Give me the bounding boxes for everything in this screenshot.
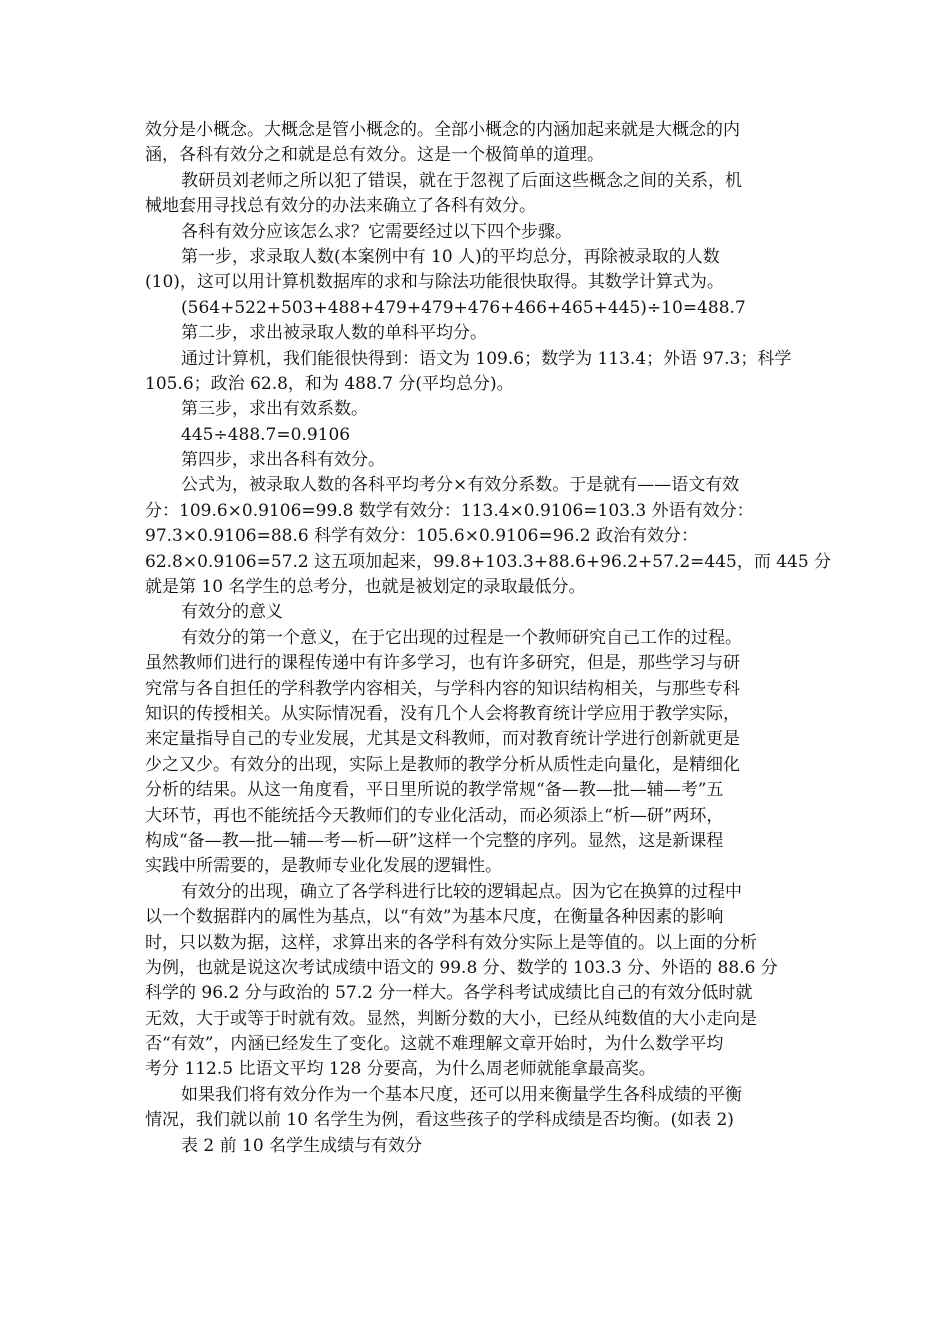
- document-body: [145, 118, 832, 1159]
- text-line: 否“有效”，内涵已经发生了变化。这就不难理解文章开始时，为什么数学平均: [145, 1034, 724, 1055]
- text-line: 虽然教师们进行的课程传递中有许多学习，也有许多研究，但是，那些学习与研: [145, 653, 740, 674]
- text-line: 涵，各科有效分之和就是总有效分。这是一个极简单的道理。: [145, 145, 604, 166]
- text-line: 大环节，再也不能统括今天教师们的专业化活动，而必须添上“析—研”两环，: [145, 805, 724, 826]
- text-line: 情况，我们就以前 10 名学生为例，看这些孩子的学科成绩是否均衡。(如表 2): [145, 1110, 734, 1131]
- section-heading: 有效分的意义: [181, 602, 283, 623]
- text-line: 就是第 10 名学生的总考分，也就是被划定的录取最低分。: [145, 577, 586, 598]
- text-line: 105.6；政治 62.8，和为 488.7 分(平均总分)。: [145, 373, 514, 394]
- table-caption: 表 2 前 10 名学生成绩与有效分: [181, 1135, 423, 1156]
- text-line: 第四步，求出各科有效分。: [181, 450, 385, 471]
- text-line: 第二步，求出被录取人数的单科平均分。: [181, 323, 487, 344]
- text-line: 科学的 96.2 分与政治的 57.2 分一样大。各学科考试成绩比自己的有效分低时就: [145, 983, 753, 1004]
- formula-line: 445÷488.7=0.9106: [181, 424, 351, 445]
- text-line: 各科有效分应该怎么求？它需要经过以下四个步骤。: [181, 221, 572, 242]
- text-line: 62.8×0.9106=57.2 这五项加起来，99.8+103.3+88.6+96.2+57.2=445，而 445 分: [145, 551, 832, 572]
- text-line: 知识的传授相关。从实际情况看，没有几个人会将教育统计学应用于教学实际，: [145, 703, 740, 724]
- text-line: 械地套用寻找总有效分的办法来确立了各科有效分。: [145, 196, 536, 217]
- formula-line: (564+522+503+488+479+479+476+466+465+445)÷10=488.7: [181, 297, 746, 318]
- text-line: (10)，这可以用计算机数据库的求和与除法功能很快取得。其数学计算式为。: [145, 272, 724, 293]
- text-line: 如果我们将有效分作为一个基本尺度，还可以用来衡量学生各科成绩的平衡: [181, 1084, 742, 1105]
- text-line: 第三步，求出有效系数。: [181, 399, 368, 420]
- text-line: 究常与各自担任的学科教学内容相关，与学科内容的知识结构相关，与那些专科: [145, 678, 740, 699]
- text-line: 构成“备—教—批—辅—考—析—研”这样一个完整的序列。显然，这是新课程: [145, 830, 724, 851]
- text-line: 有效分的出现，确立了各学科进行比较的逻辑起点。因为它在换算的过程中: [181, 881, 742, 902]
- text-line: 效分是小概念。大概念是管小概念的。全部小概念的内涵加起来就是大概念的内: [145, 120, 740, 140]
- text-line: 来定量指导自己的专业发展，尤其是文科教师，而对教育统计学进行创新就更是: [145, 729, 740, 750]
- text-line: 分析的结果。从这一角度看，平日里所说的教学常规“备—教—批—辅—考”五: [145, 780, 724, 801]
- text-line: 公式为，被录取人数的各科平均考分×有效分系数。于是就有——语文有效: [181, 475, 740, 496]
- text-line: 97.3×0.9106=88.6 科学有效分：105.6×0.9106=96.2 政治有效分：: [145, 526, 698, 547]
- text-line: 少之又少。有效分的出现，实际上是教师的教学分析从质性走向量化，是精细化: [145, 754, 740, 775]
- text-line: 无效，大于或等于时就有效。显然，判断分数的大小，已经从纯数值的大小走向是: [145, 1008, 757, 1029]
- text-line: 分：109.6×0.9106=99.8 数学有效分：113.4×0.9106=103.3 外语有效分：: [145, 500, 754, 521]
- text-line: 实践中所需要的，是教师专业化发展的逻辑性。: [145, 856, 502, 877]
- text-line: 考分 112.5 比语文平均 128 分要高，为什么周老师就能拿最高奖。: [145, 1059, 656, 1080]
- text-line: 为例，也就是说这次考试成绩中语文的 99.8 分、数学的 103.3 分、外语的 88.6 分: [145, 957, 778, 978]
- text-line: 通过计算机，我们能很快得到：语文为 109.6；数学为 113.4；外语 97.3；科学: [181, 348, 792, 369]
- text-line: 教研员刘老师之所以犯了错误，就在于忽视了后面这些概念之间的关系，机: [181, 170, 742, 191]
- text-line: 第一步，求录取人数(本案例中有 10 人)的平均总分，再除被录取的人数: [181, 246, 720, 267]
- text-line: 以一个数据群内的属性为基点，以“有效”为基本尺度，在衡量各种因素的影响: [145, 907, 724, 928]
- text-line: 时，只以数为据，这样，求算出来的各学科有效分实际上是等值的。以上面的分析: [145, 932, 757, 953]
- text-line: 有效分的第一个意义，在于它出现的过程是一个教师研究自己工作的过程。: [181, 627, 742, 648]
